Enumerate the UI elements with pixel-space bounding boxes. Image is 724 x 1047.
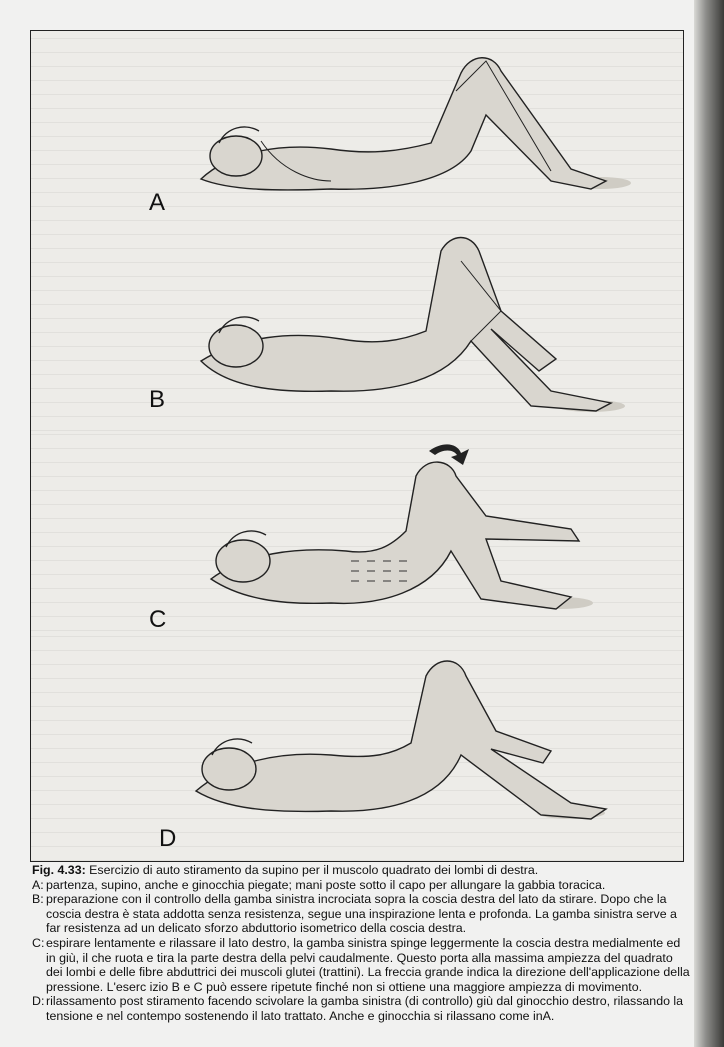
caption-text-b: preparazione con il controllo della gamba sinistra incrociata sopra la coscia destra del lato da stirare. Dopo che la coscia destra è stata addotta senza resistenza, segue una inspirazione lenta e profonda. La gamba sinistra serve a far resistenza ad un delicato sforzo abduttorio isometrico della coscia destra. (46, 892, 677, 936)
panel-d (31, 631, 683, 861)
caption-item-d (32, 994, 692, 1023)
caption-key-d: D: (32, 994, 45, 1009)
caption-figure-number: Fig. 4.33: (32, 863, 86, 877)
caption-key-a: A: (32, 877, 44, 892)
caption-text-a: partenza, supino, anche e ginocchia piegate; mani poste sotto il capo per allungare la gabbia toracica. (46, 877, 606, 892)
figure-frame (30, 30, 684, 862)
panel-a (31, 31, 683, 222)
caption-key-c: C: (32, 935, 45, 950)
figure-post-stretch-relax (31, 631, 683, 861)
caption-item-b (32, 892, 692, 936)
panel-label-b: B (149, 386, 166, 413)
panel-c (31, 431, 683, 632)
caption-text-c: espirare lentamente e rilassare il lato destro, la gamba sinistra spinge leggermente la coscia destra medialmente ed in giù, il che ruota e tira la parte destra della pelvi caudalmente. Questo porta alla massima ampiezza del quadrato dei lombi e delle fibre abduttrici dei muscoli glutei (trattini). La freccia grande indica la direzione dell'applicazione della pressione. L'eserc izio B e C può essere ripetute finché non si ottiene una maggiore ampiezza di movimento. (46, 935, 690, 994)
caption-key-b: B: (32, 892, 44, 907)
panel-b (31, 221, 683, 432)
caption-figure-title: Esercizio di auto stiramento da supino per il muscolo quadrato dei lombi di destra. (85, 863, 539, 877)
figure-leg-crossed (31, 221, 683, 431)
caption-item-c (32, 936, 692, 994)
figure-stretch-pelvis (31, 431, 683, 631)
panel-label-d: D (159, 825, 177, 852)
figure-supine-knees-bent (31, 31, 683, 221)
caption-heading (32, 863, 692, 878)
caption-item-a (32, 878, 692, 893)
panel-label-a: A (149, 189, 166, 216)
figure-caption (32, 863, 692, 1024)
caption-text-d: rilassamento post stiramento facendo scivolare la gamba sinistra (di controllo) giù dal ginocchio destro, rilassando la tensione e nel contempo sostenendo il lato trattato. Anche e ginocchia si rilassano come inA. (46, 994, 684, 1023)
panel-label-c: C (149, 606, 167, 632)
page-binding-shadow (694, 0, 724, 1047)
